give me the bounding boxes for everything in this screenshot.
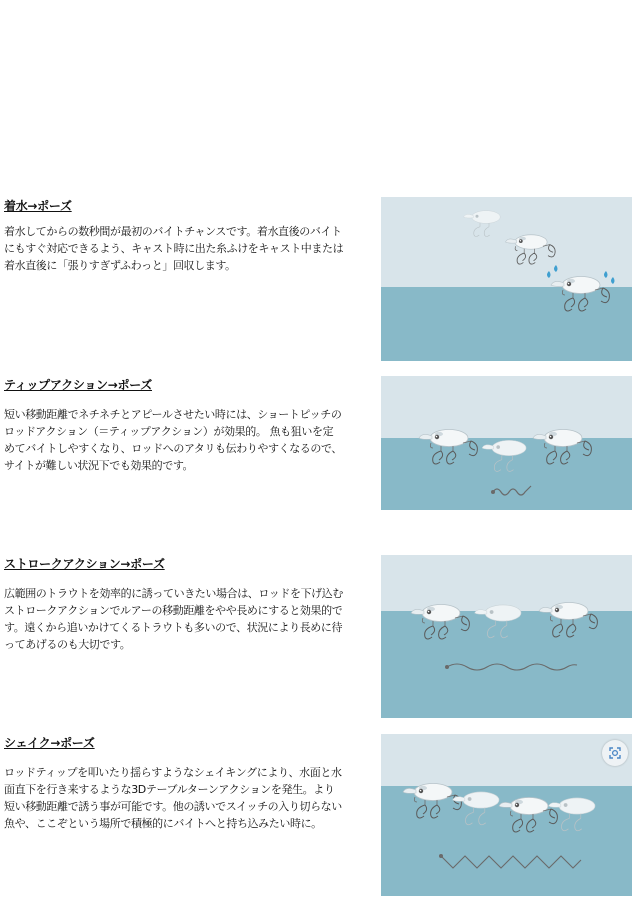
section-description: 広範囲のトラウトを効率的に誘っていきたい場合は、ロッドを下げ込む ストロークアクションでルアーの移動距離をやや長めにすると効果的で す。遠くから追いかけてくるトラウトも多いので、状況により長めに待 ってあげるのも大切です。 [4, 587, 343, 651]
shake-action-illustration [381, 734, 632, 896]
section-heading: ストロークアクション→ポーズ [4, 557, 165, 571]
section-description: ロッドティップを叩いたり揺らすようなシェイキングにより、水面と水 面直下を行き来するような3Dテーブルターンアクションを発生。より 短い移動距離で誘う事が可能です。他の誘いでスイッチの入り切らない 魚や、ここぞという場所で積極的にバイトへと持ち込みたい時に。 [4, 766, 342, 830]
section-splash-pause [0, 197, 640, 361]
section-shake-pause [0, 734, 640, 898]
section-heading: 着水→ポーズ [4, 199, 72, 213]
visual-search-button[interactable] [602, 740, 628, 766]
splash-pause-illustration [381, 197, 632, 361]
section-tip-action-pause [0, 376, 640, 540]
section-description: 短い移動距離でネチネチとアピールさせたい時には、ショートピッチの ロッドアクション（＝ティップアクション）が効果的。 魚も狙いを定 めてバイトしやすくなり、ロッドへのアタリも伝わりやすくなるので、 サイトが難しい状況下でも効果的です。 [4, 408, 342, 472]
lens-icon [602, 740, 628, 766]
stroke-action-illustration [381, 555, 632, 718]
section-heading: ティップアクション→ポーズ [4, 378, 152, 392]
section-heading: シェイク→ポーズ [4, 736, 95, 750]
section-stroke-action-pause [0, 555, 640, 719]
tip-action-illustration [381, 376, 632, 510]
section-description: 着水してからの数秒間が最初のバイトチャンスです。着水直後のバイト にもすぐ対応できるよう、キャスト時に出た糸ふけをキャスト中または 着水直後に「張りすぎずふわっと」回収します。 [4, 225, 344, 272]
